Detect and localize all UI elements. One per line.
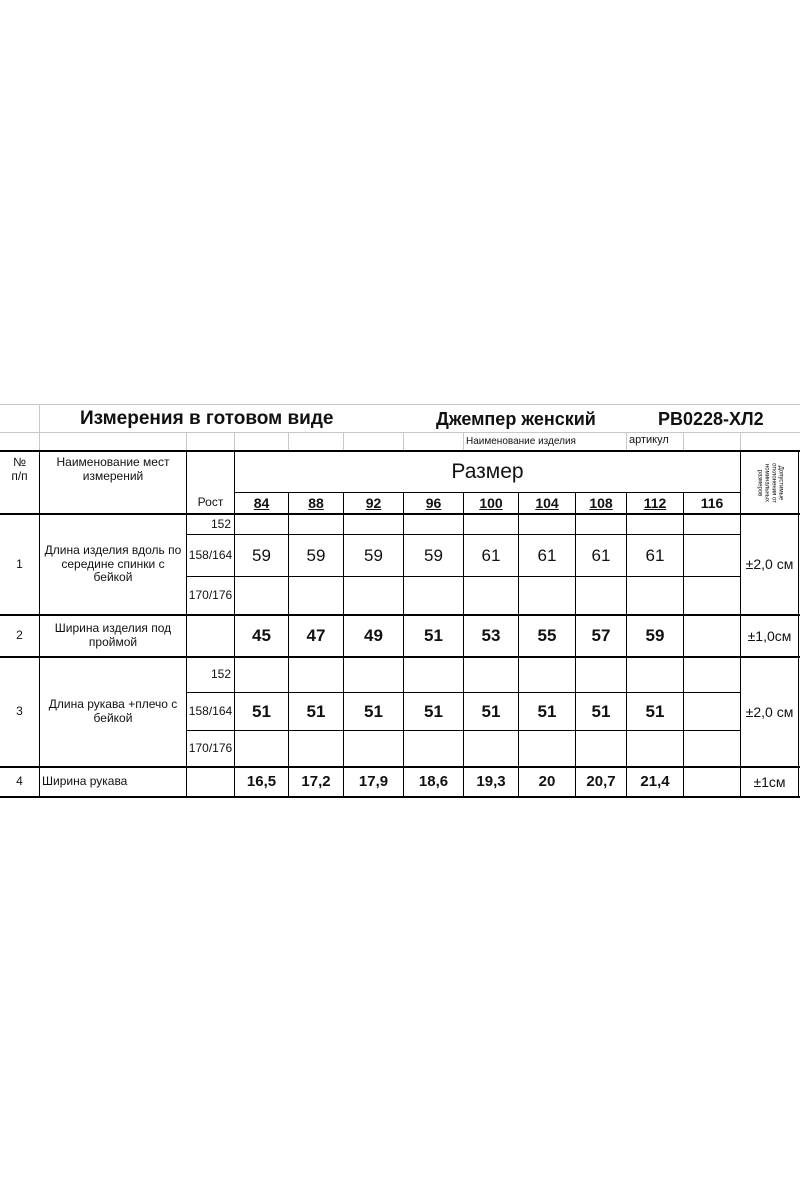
size-label: 116 [700,494,724,511]
size-label: 112 [643,494,667,511]
grid-line [0,404,800,405]
sheet-title: Измерения в готовом виде [80,408,334,430]
height-value: 152 [210,516,231,531]
table-cell: 51 [591,701,611,721]
article-label: артикул [629,433,669,446]
grid-line [463,432,464,450]
size-label: 108 [589,494,613,511]
tolerance-header: Допустимые отклонения от номинальных размеров [756,462,784,503]
table-border [0,796,800,798]
table-cell: 61 [481,545,501,565]
table-cell: 55 [537,626,557,646]
size-label: 100 [479,494,503,511]
size-header: Размер [451,459,524,483]
tolerance-value: ±1см [753,773,786,790]
tolerance-value: ±1,0см [747,627,792,644]
row-number: 1 [16,556,23,571]
table-cell: 59 [364,545,383,565]
height-header: Рост [197,495,224,510]
grid-line [403,432,404,450]
row-name: Ширина рукава [42,774,128,789]
table-cell: 53 [481,626,501,646]
tolerance-value: ±2,0 см [745,556,794,573]
grid-line [39,404,40,450]
size-label: 92 [365,494,382,511]
height-value: 170/176 [188,740,233,755]
table-cell: 51 [424,701,443,721]
table-cell: 20,7 [586,773,616,791]
table-cell: 45 [252,626,271,646]
col-number-header: № п/п [11,455,28,483]
table-cell: 16,5 [246,773,277,791]
table-cell: 47 [306,626,326,646]
table-cell: 49 [364,626,383,646]
table-cell [684,535,740,576]
table-cell: 51 [364,701,383,721]
table-cell [684,768,740,796]
size-label: 84 [253,494,270,511]
measurement-sheet [0,404,800,799]
table-cell: 61 [591,545,611,565]
table-cell: 19,3 [476,773,506,791]
row-number: 2 [16,628,23,643]
grid-line [234,432,235,450]
table-cell: 51 [306,701,326,721]
table-cell: 51 [252,701,271,721]
row-name: Длина рукава +плечо с бейкой [48,697,178,725]
table-cell: 51 [537,701,557,721]
table-cell: 59 [645,626,665,646]
row-number: 4 [16,774,23,789]
table-cell: 59 [424,545,443,565]
grid-line [626,432,627,450]
table-cell: 18,6 [418,773,449,791]
table-cell: 17,2 [301,773,331,791]
row-number: 3 [16,704,23,719]
size-label: 96 [425,494,442,511]
table-cell: 61 [537,545,557,565]
row-name: Ширина изделия под проймой [54,621,172,649]
size-label: 88 [308,494,324,511]
product-name: Джемпер женский [436,408,596,429]
table-cell: 21,4 [640,773,670,791]
height-value: 170/176 [188,587,233,602]
grid-line [288,432,289,450]
table-cell: 51 [645,701,665,721]
height-value: 158/164 [188,703,233,718]
row-name: Длина изделия вдоль по середине спинки с бейкой [44,542,182,585]
grid-line [343,432,344,450]
col-name-header: Наименование мест измерений [56,455,170,483]
table-cell: 51 [481,701,501,721]
table-cell [684,616,740,656]
tolerance-header-cell [741,452,798,513]
table-cell: 51 [424,626,443,646]
article-code: РВ0228-ХЛ2 [658,408,764,429]
height-value: 158/164 [188,547,233,562]
size-label: 104 [535,494,559,511]
grid-line [740,432,741,450]
table-border [798,450,799,798]
table-cell: 57 [591,626,611,646]
height-value: 152 [210,667,231,682]
table-cell: 59 [306,545,326,565]
table-cell [684,693,740,730]
tolerance-value: ±2,0 см [745,703,794,720]
table-cell: 61 [645,545,665,565]
table-cell: 20 [538,773,556,791]
product-name-label: Наименование изделия [466,436,576,448]
grid-line [186,432,187,450]
table-cell: 59 [252,545,271,565]
table-cell: 17,9 [358,773,389,791]
